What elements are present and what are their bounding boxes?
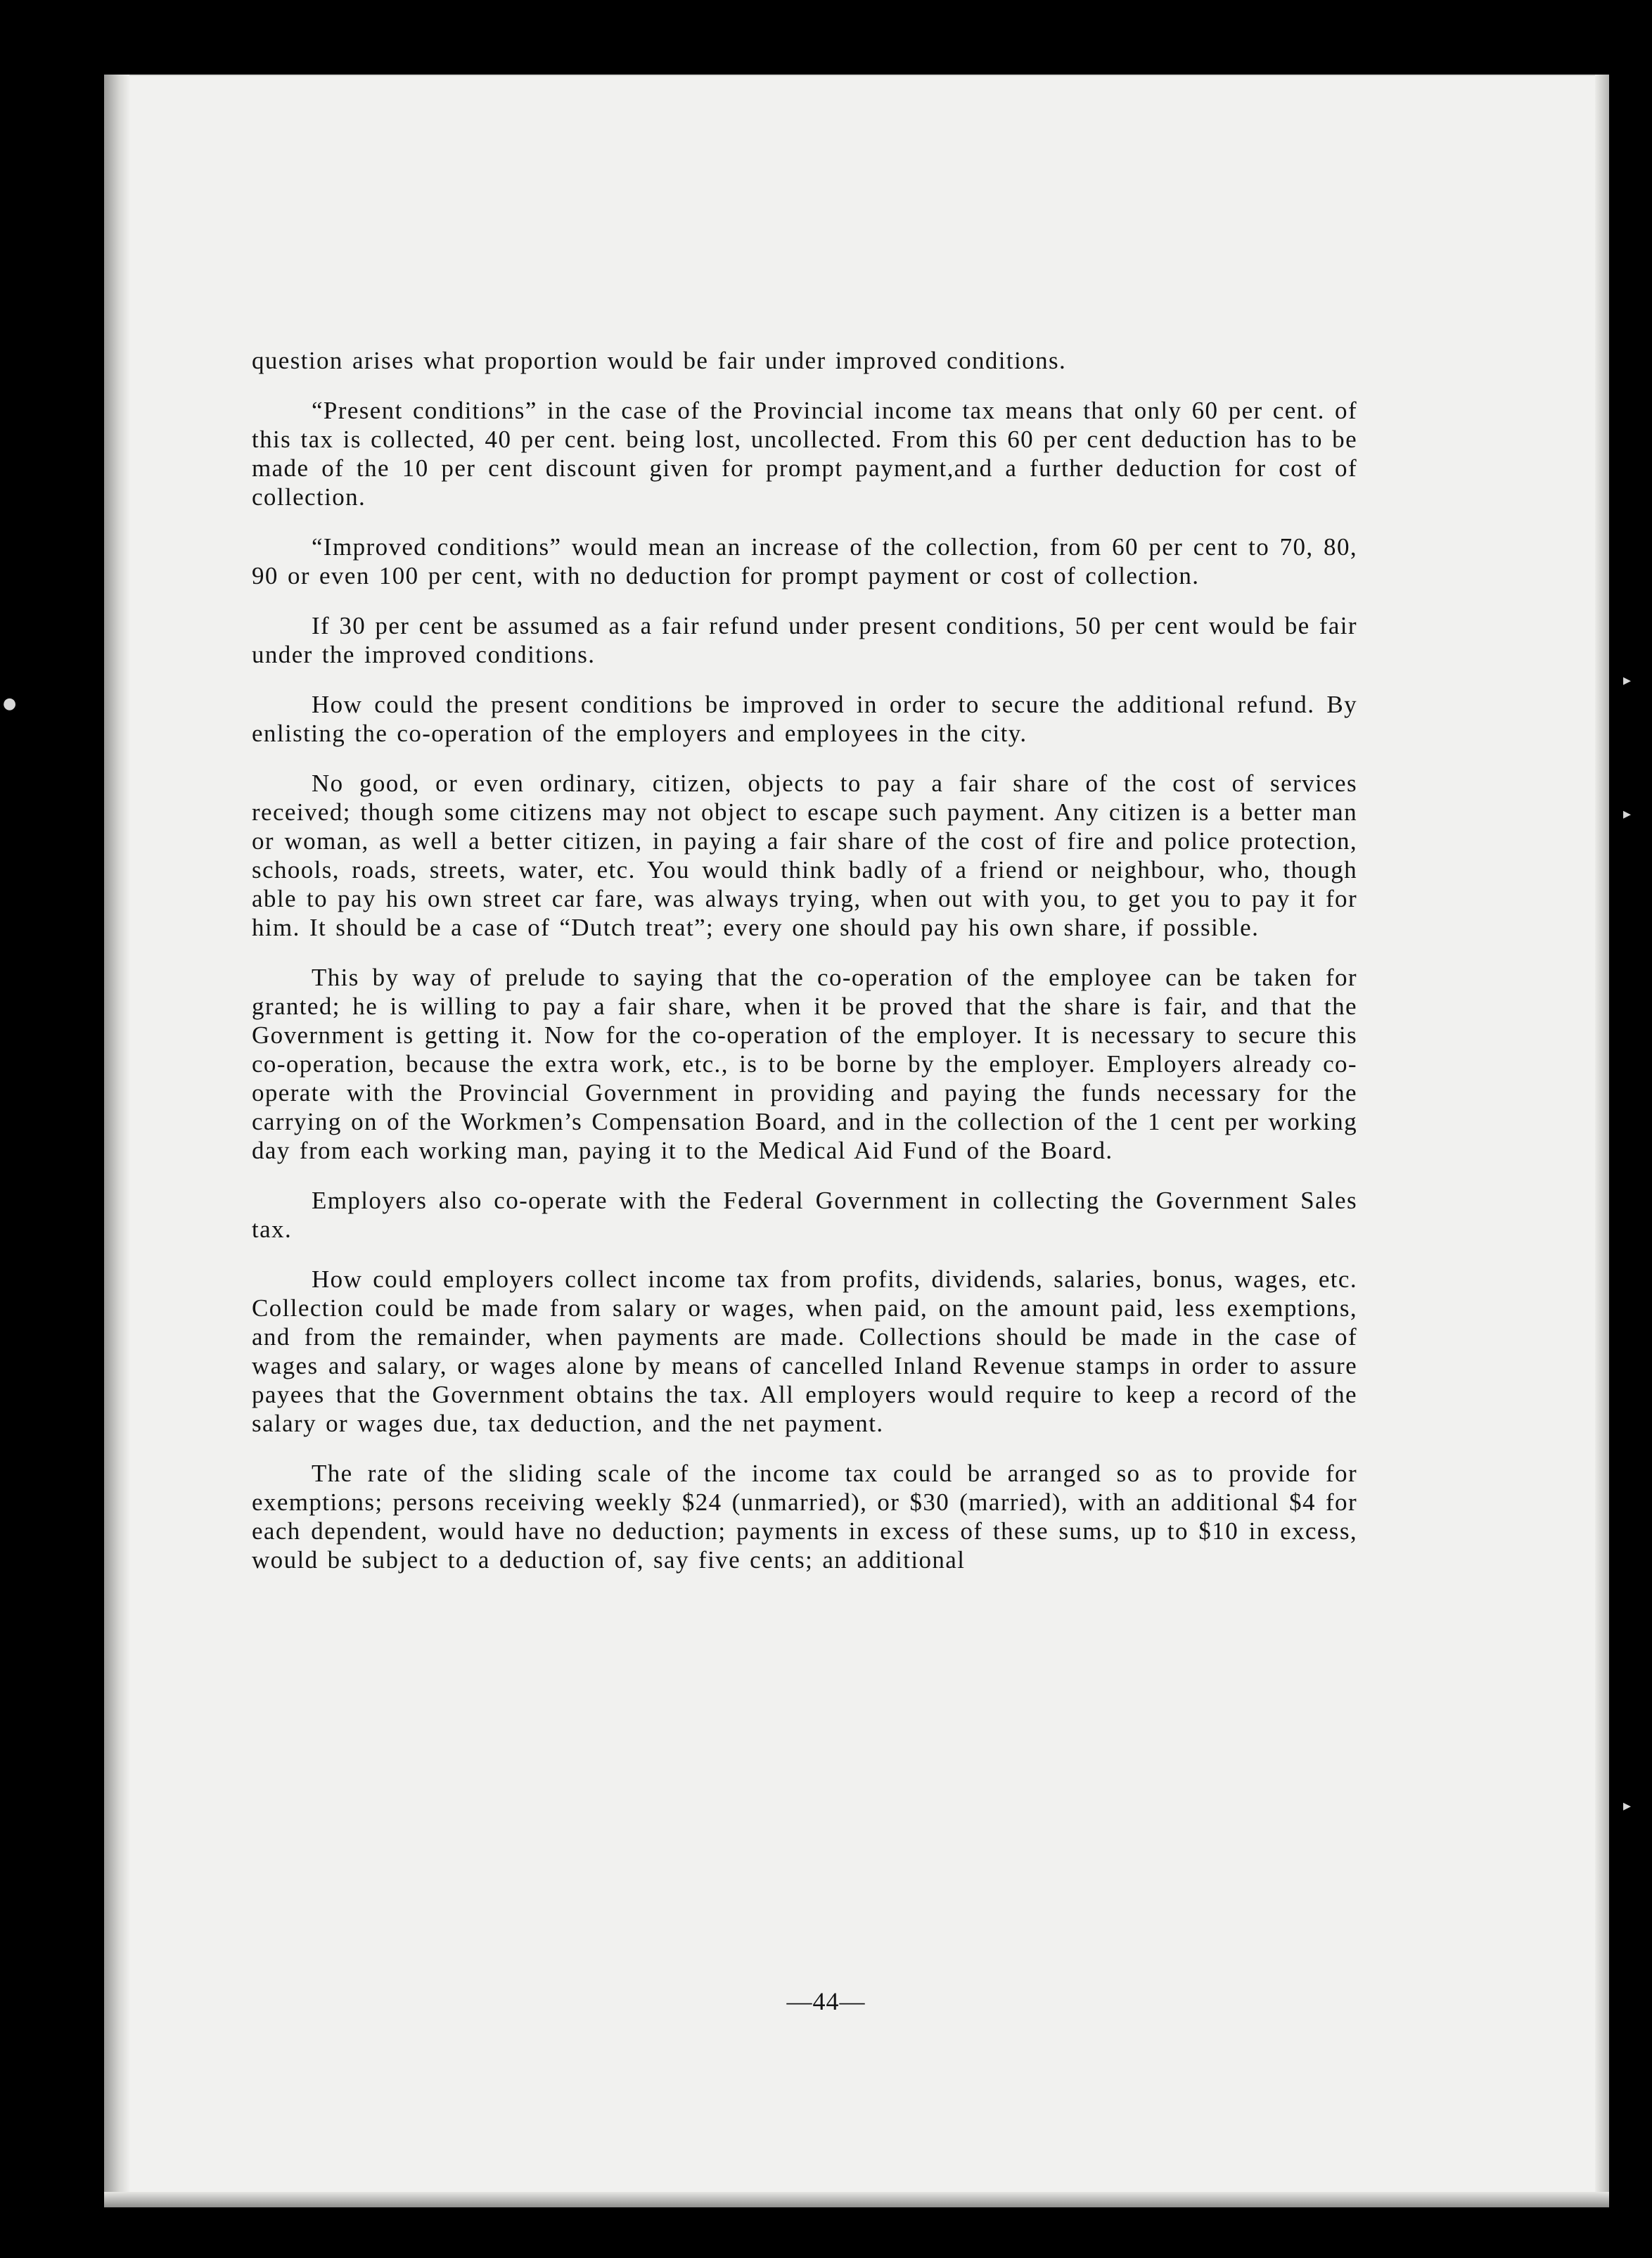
paragraph: question arises what proportion would be fair under improved conditions. — [252, 347, 1067, 374]
scan-artifact-mark: ▸ — [1623, 672, 1632, 689]
paragraph: No good, or even ordinary, citizen, objects to pay a fair share of the cost of services received; though some citizens may not object to escape such payment. Any citizen is a better man or woman, as well a better citizen, in paying a fair share of the cost of fire and police protection, schools, roads, streets, water, etc. You would think badly of a friend or neighbour, who, though able to pay his own street car fare, was always trying, when out with you, to get you to pay it for him. It should be a case of “Dutch treat”; every one should pay his own share, if possible. — [252, 770, 1357, 941]
paragraph: “Improved conditions” would mean an increase of the collection, from 60 per cent to 70, 80, 90 or even 100 per cent, with no deduction for prompt payment or cost of collection. — [252, 533, 1357, 589]
paragraph: Employers also co-operate with the Federal Government in collecting the Government Sales tax. — [252, 1187, 1357, 1243]
paragraph: This by way of prelude to saying that the co-operation of the employee can be taken for granted; he is willing to pay a fair share, when it be proved that the share is fair, and that the Government is getting it. Now for the co-operation of the employer. It is necessary to secure this co-operation, because the extra work, etc., is to be borne by the employer. Employers already co-operate with the Provincial Government in providing and paying the funds necessary for the carrying on of the Workmen’s Compensation Board, and in the collection of the 1 cent per working day from each working man, paying it to the Medical Aid Fund of the Board. — [252, 964, 1357, 1164]
scan-artifact-mark: ● — [3, 695, 17, 713]
scan-artifact-mark: ▸ — [1623, 805, 1632, 823]
page-bottom-edge — [104, 2192, 1609, 2207]
scan-artifact-mark: ▸ — [1623, 1797, 1632, 1815]
page-number: —44— — [786, 1987, 866, 2015]
page-binding-edge — [104, 75, 129, 2207]
paragraph: How could the present conditions be improved in order to secure the additional refund. By enlisting the co-operation of the employers and employees in the city. — [252, 691, 1357, 747]
paragraph: The rate of the sliding scale of the income tax could be arranged so as to provide for exemptions; persons receiving weekly $24 (unmarried), or $30 (married), with an additional $4 for each dependent, would have no deduction; payments in excess of these sums, up to $10 in excess, would be subject to a deduction of, say five cents; an additional — [252, 1460, 1357, 1574]
paragraph: How could employers collect income tax from profits, dividends, salaries, bonus, wages, etc. Collection could be made from salary or wages, when paid, on the amount paid, less exemptions, and from the remainder, when payments are made. Collections should be made in the case of wages and salary, or wages alone by means of cancelled Inland Revenue stamps in order to assure payees that the Government obtains the tax. All employers would require to keep a record of the salary or wages due, tax deduction, and the net payment. — [252, 1265, 1357, 1437]
paragraph: If 30 per cent be assumed as a fair refund under present conditions, 50 per cent would be fair under the improved conditions. — [252, 612, 1357, 668]
page-right-edge — [1595, 75, 1609, 2207]
body-text — [252, 346, 1357, 1595]
paragraph: “Present conditions” in the case of the Provincial income tax means that only 60 per cent. of this tax is collected, 40 per cent. being lost, uncollected. From this 60 per cent deduction has to be made of the 10 per cent discount given for prompt payment,and a further deduction for cost of collection. — [252, 397, 1357, 511]
